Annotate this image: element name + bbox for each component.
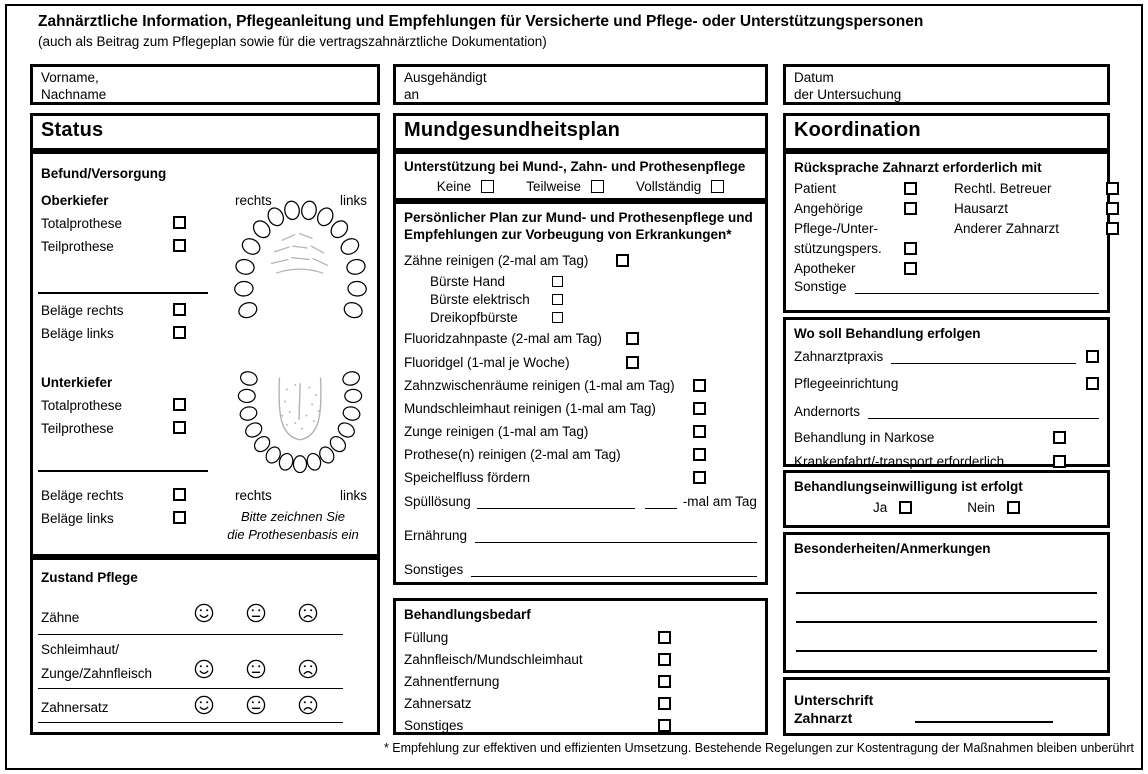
- bedarf-zahnersatz-label: Zahnersatz: [404, 695, 472, 711]
- totalprothese-lower-checkbox[interactable]: [173, 398, 186, 411]
- behandlungsbedarf-box: [393, 598, 768, 735]
- zahnfleisch-checkbox[interactable]: [658, 653, 671, 666]
- smiley-sad-icon[interactable]: [297, 602, 319, 624]
- section-mundgesundheitsplan-title: Mundgesundheitsplan: [393, 113, 768, 151]
- transport-label: Krankenfahrt/-transport erforderlich: [794, 453, 1005, 469]
- lower-jaw-diagram[interactable]: [230, 368, 370, 480]
- zustand-row-schleimhaut-label2: Zunge/Zahnfleisch: [41, 666, 153, 681]
- zahnzwischenraeume-label: Zahnzwischenräume reinigen (1-mal am Tag): [404, 378, 675, 393]
- divider: [38, 470, 208, 472]
- totalprothese-upper-label: Totalprothese: [41, 216, 123, 231]
- support-vollstaendig-label: Vollständig: [636, 179, 702, 194]
- zahnentfernung-label: Zahnentfernung: [404, 673, 500, 689]
- zustand-heading: Zustand Pflege: [41, 570, 138, 585]
- buerste-elektrisch-label: Bürste elektrisch: [430, 291, 530, 307]
- andernorts-field[interactable]: [868, 404, 1099, 419]
- fluoridzahnpaste-label: Fluoridzahnpaste (2-mal am Tag): [404, 330, 602, 346]
- section-status-title: Status: [30, 113, 380, 151]
- zustand-row-zahnersatz-label: Zahnersatz: [41, 700, 109, 715]
- name-box-label-line2: Nachname: [41, 87, 107, 102]
- hausarzt-label: Hausarzt: [954, 201, 1009, 216]
- prothesen-reinigen-checkbox[interactable]: [693, 448, 706, 461]
- rechtl-betreuer-label: Rechtl. Betreuer: [954, 181, 1052, 196]
- upper-links-label: links: [340, 193, 368, 208]
- support-vollstaendig-checkbox[interactable]: [711, 180, 724, 193]
- anmerkungen-line-3[interactable]: [796, 623, 1097, 652]
- divider: [38, 634, 343, 635]
- zahnarztpraxis-label: Zahnarztpraxis: [794, 349, 884, 364]
- form-subtitle: (auch als Beitrag zum Pflegeplan sowie für die vertragszahnärztliche Dokumentation): [38, 34, 547, 49]
- footnote: * Empfehlung zur effektiven und effizienten Umsetzung. Bestehende Regelungen zur Kostentragung der Maßnahmen bleiben unberührt: [383, 741, 1134, 755]
- pflegepers-checkbox[interactable]: [904, 242, 917, 255]
- unterstuetzung-heading: Unterstützung bei Mund-, Zahn- und Prothesenpflege: [404, 159, 746, 174]
- mundschleimhaut-label: Mundschleimhaut reinigen (1-mal am Tag): [404, 401, 656, 416]
- speichelfluss-label: Speichelfluss fördern: [404, 470, 531, 485]
- speichelfluss-checkbox[interactable]: [693, 471, 706, 484]
- belaege-rechts-upper-label: Beläge rechts: [41, 303, 124, 318]
- draw-prosthesis-note: Bitte zeichnen Sie die Prothesenbasis ein: [227, 509, 359, 542]
- unterkiefer-label: Unterkiefer: [41, 375, 113, 390]
- zahnentfernung-checkbox[interactable]: [658, 675, 671, 688]
- fluoridgel-checkbox[interactable]: [626, 356, 639, 369]
- fuellung-label: Füllung: [404, 629, 449, 645]
- ort-heading: Wo soll Behandlung erfolgen: [794, 326, 981, 341]
- spuelloesung-suffix-label: -mal am Tag: [682, 494, 757, 509]
- bedarf-zahnersatz-checkbox[interactable]: [658, 697, 671, 710]
- upper-jaw-diagram[interactable]: [228, 196, 373, 326]
- exam-date-box[interactable]: [783, 64, 1110, 105]
- pflegepers-label-line2: stützungspers.: [794, 241, 882, 256]
- anmerkungen-line-2[interactable]: [796, 594, 1097, 623]
- belaege-links-upper-checkbox[interactable]: [173, 326, 186, 339]
- patient-checkbox[interactable]: [904, 182, 917, 195]
- support-teilweise-checkbox[interactable]: [591, 180, 604, 193]
- belaege-links-upper-label: Beläge links: [41, 326, 114, 341]
- teilprothese-upper-checkbox[interactable]: [173, 239, 186, 252]
- hausarzt-checkbox[interactable]: [1106, 202, 1119, 215]
- andernorts-label: Andernorts: [794, 403, 861, 419]
- divider: [38, 722, 343, 723]
- plan-heading: Persönlicher Plan zur Mund- und Prothesenpflege und Empfehlungen zur Vorbeugung von Erkrankungen*: [404, 210, 753, 242]
- section-koordination-title: Koordination: [783, 113, 1110, 151]
- rechtl-betreuer-checkbox[interactable]: [1106, 182, 1119, 195]
- anmerkungen-line-1[interactable]: [796, 565, 1097, 594]
- unterschrift-box: [783, 677, 1110, 736]
- zaehne-reinigen-label: Zähne reinigen (2-mal am Tag): [404, 253, 589, 268]
- exam-date-label-line1: Datum: [794, 70, 834, 85]
- zustand-row-schleimhaut-label1: Schleimhaut/: [41, 642, 120, 657]
- bedarf-sonstiges-field[interactable]: [471, 718, 650, 733]
- zahnfleisch-label: Zahnfleisch/Mundschleimhaut: [404, 651, 583, 667]
- apotheker-label: Apotheker: [794, 261, 856, 276]
- issued-to-label-line2: an: [404, 87, 420, 102]
- fluoridzahnpaste-checkbox[interactable]: [626, 332, 639, 345]
- angehoerige-label: Angehörige: [794, 201, 864, 216]
- smiley-sad-icon[interactable]: [297, 658, 319, 680]
- support-teilweise-label: Teilweise: [526, 179, 581, 194]
- bedarf-sonstiges-checkbox[interactable]: [658, 719, 671, 732]
- unterschrift-label-line1: Unterschrift: [794, 692, 874, 708]
- fluoridgel-label: Fluoridgel (1-mal je Woche): [404, 354, 570, 370]
- palate-rugae-lines: [272, 234, 328, 273]
- divider: [38, 292, 208, 294]
- ernaehrung-field[interactable]: [475, 528, 757, 543]
- tongue-outline: [279, 378, 321, 440]
- teilprothese-upper-label: Teilprothese: [41, 239, 114, 254]
- prothesen-reinigen-label: Prothese(n) reinigen (2-mal am Tag): [404, 447, 621, 462]
- smiley-happy-icon[interactable]: [193, 694, 215, 716]
- ruecksprache-box: [783, 151, 1110, 313]
- zahnarztpraxis-checkbox[interactable]: [1086, 350, 1099, 363]
- angehoerige-checkbox[interactable]: [904, 202, 917, 215]
- totalprothese-lower-label: Totalprothese: [41, 398, 123, 413]
- behandlungsbedarf-heading: Behandlungsbedarf: [404, 607, 531, 622]
- zahnzwischenraeume-checkbox[interactable]: [693, 379, 706, 392]
- einwilligung-box: [783, 470, 1110, 528]
- belaege-links-lower-label: Beläge links: [41, 511, 114, 526]
- totalprothese-upper-checkbox[interactable]: [173, 216, 186, 229]
- exam-date-label-line2: der Untersuchung: [794, 87, 902, 102]
- einwilligung-ja-checkbox[interactable]: [899, 501, 912, 514]
- narkose-checkbox[interactable]: [1053, 431, 1066, 444]
- bedarf-sonstiges-label: Sonstiges: [404, 717, 464, 733]
- unterstuetzung-box: [393, 151, 768, 201]
- einwilligung-ja-label: Ja: [872, 500, 888, 515]
- belaege-rechts-lower-label: Beläge rechts: [41, 488, 124, 503]
- divider: [38, 688, 343, 689]
- behandlungsort-box: [783, 317, 1110, 467]
- dreikopfbuerste-label: Dreikopfbürste: [430, 309, 518, 325]
- oberkiefer-label: Oberkiefer: [41, 193, 109, 208]
- einwilligung-heading: Behandlungseinwilligung ist erfolgt: [794, 479, 1023, 494]
- smiley-neutral-icon[interactable]: [245, 602, 267, 624]
- befund-heading: Befund/Versorgung: [41, 166, 167, 181]
- besonderheiten-box: [783, 532, 1110, 673]
- issued-to-label-line1: Ausgehändigt: [404, 70, 487, 85]
- anderer-zahnarzt-label: Anderer Zahnarzt: [954, 221, 1060, 236]
- smiley-neutral-icon[interactable]: [245, 694, 267, 716]
- form-title: Zahnärztliche Information, Pflegeanleitung und Empfehlungen für Versicherte und Pflege- oder Unterstützungspersonen: [38, 13, 924, 30]
- buerste-hand-label: Bürste Hand: [430, 273, 506, 289]
- patient-label: Patient: [794, 181, 837, 196]
- einwilligung-nein-label: Nein: [967, 500, 996, 515]
- transport-checkbox[interactable]: [1053, 455, 1066, 468]
- zunge-reinigen-checkbox[interactable]: [693, 425, 706, 438]
- buerste-hand-checkbox[interactable]: [552, 276, 563, 287]
- mundschleimhaut-checkbox[interactable]: [693, 402, 706, 415]
- smiley-happy-icon[interactable]: [193, 602, 215, 624]
- support-keine-checkbox[interactable]: [481, 180, 494, 193]
- zahnarztpraxis-field[interactable]: [891, 349, 1076, 364]
- name-box[interactable]: [30, 64, 380, 105]
- upper-rechts-label: rechts: [235, 193, 272, 208]
- belaege-links-lower-checkbox[interactable]: [173, 511, 186, 524]
- teilprothese-lower-checkbox[interactable]: [173, 421, 186, 434]
- teilprothese-lower-label: Teilprothese: [41, 421, 114, 436]
- smiley-neutral-icon[interactable]: [245, 658, 267, 680]
- sonstige-label: Sonstige: [794, 279, 847, 294]
- spuelloesung-frequency-field[interactable]: [645, 494, 677, 509]
- persoenlicher-plan-box: [393, 201, 768, 585]
- fuellung-checkbox[interactable]: [658, 631, 671, 644]
- sonstige-field[interactable]: [855, 279, 1099, 294]
- pflegeeinrichtung-checkbox[interactable]: [1086, 377, 1099, 390]
- einwilligung-nein-checkbox[interactable]: [1007, 501, 1020, 514]
- zustand-row-zaehne-label: Zähne: [41, 610, 80, 625]
- spuelloesung-label: Spüllösung: [404, 494, 471, 509]
- zustand-pflege-box: [30, 557, 380, 735]
- support-keine-label: Keine: [436, 179, 472, 194]
- dreikopfbuerste-checkbox[interactable]: [552, 312, 563, 323]
- buerste-elektrisch-checkbox[interactable]: [552, 294, 563, 305]
- belaege-rechts-upper-checkbox[interactable]: [173, 303, 186, 316]
- zunge-reinigen-label: Zunge reinigen (1-mal am Tag): [404, 424, 589, 439]
- pflegepers-label-line1: Pflege-/Unter-: [794, 221, 879, 236]
- unterschrift-label-line2: Zahnarzt: [794, 710, 853, 726]
- narkose-label: Behandlung in Narkose: [794, 429, 935, 445]
- belaege-rechts-lower-checkbox[interactable]: [173, 488, 186, 501]
- lower-rechts-label: rechts: [235, 488, 272, 503]
- plan-sonstiges-label: Sonstiges: [404, 562, 464, 577]
- pflegeeinrichtung-label: Pflegeeinrichtung: [794, 375, 899, 391]
- anderer-zahnarzt-checkbox[interactable]: [1106, 222, 1119, 235]
- issued-to-box[interactable]: [393, 64, 768, 105]
- zaehne-reinigen-checkbox[interactable]: [616, 254, 629, 267]
- smiley-sad-icon[interactable]: [297, 694, 319, 716]
- plan-sonstiges-field[interactable]: [471, 562, 757, 577]
- smiley-happy-icon[interactable]: [193, 658, 215, 680]
- spuelloesung-name-field[interactable]: [477, 494, 635, 509]
- name-box-label-line1: Vorname,: [41, 70, 99, 85]
- befund-box: [30, 151, 380, 557]
- lower-links-label: links: [340, 488, 368, 503]
- besonderheiten-heading: Besonderheiten/Anmerkungen: [794, 541, 991, 556]
- zahnarzt-signature-field[interactable]: [915, 707, 1053, 723]
- ernaehrung-label: Ernährung: [404, 528, 468, 543]
- ruecksprache-heading: Rücksprache Zahnarzt erforderlich mit: [794, 160, 1042, 175]
- apotheker-checkbox[interactable]: [904, 262, 917, 275]
